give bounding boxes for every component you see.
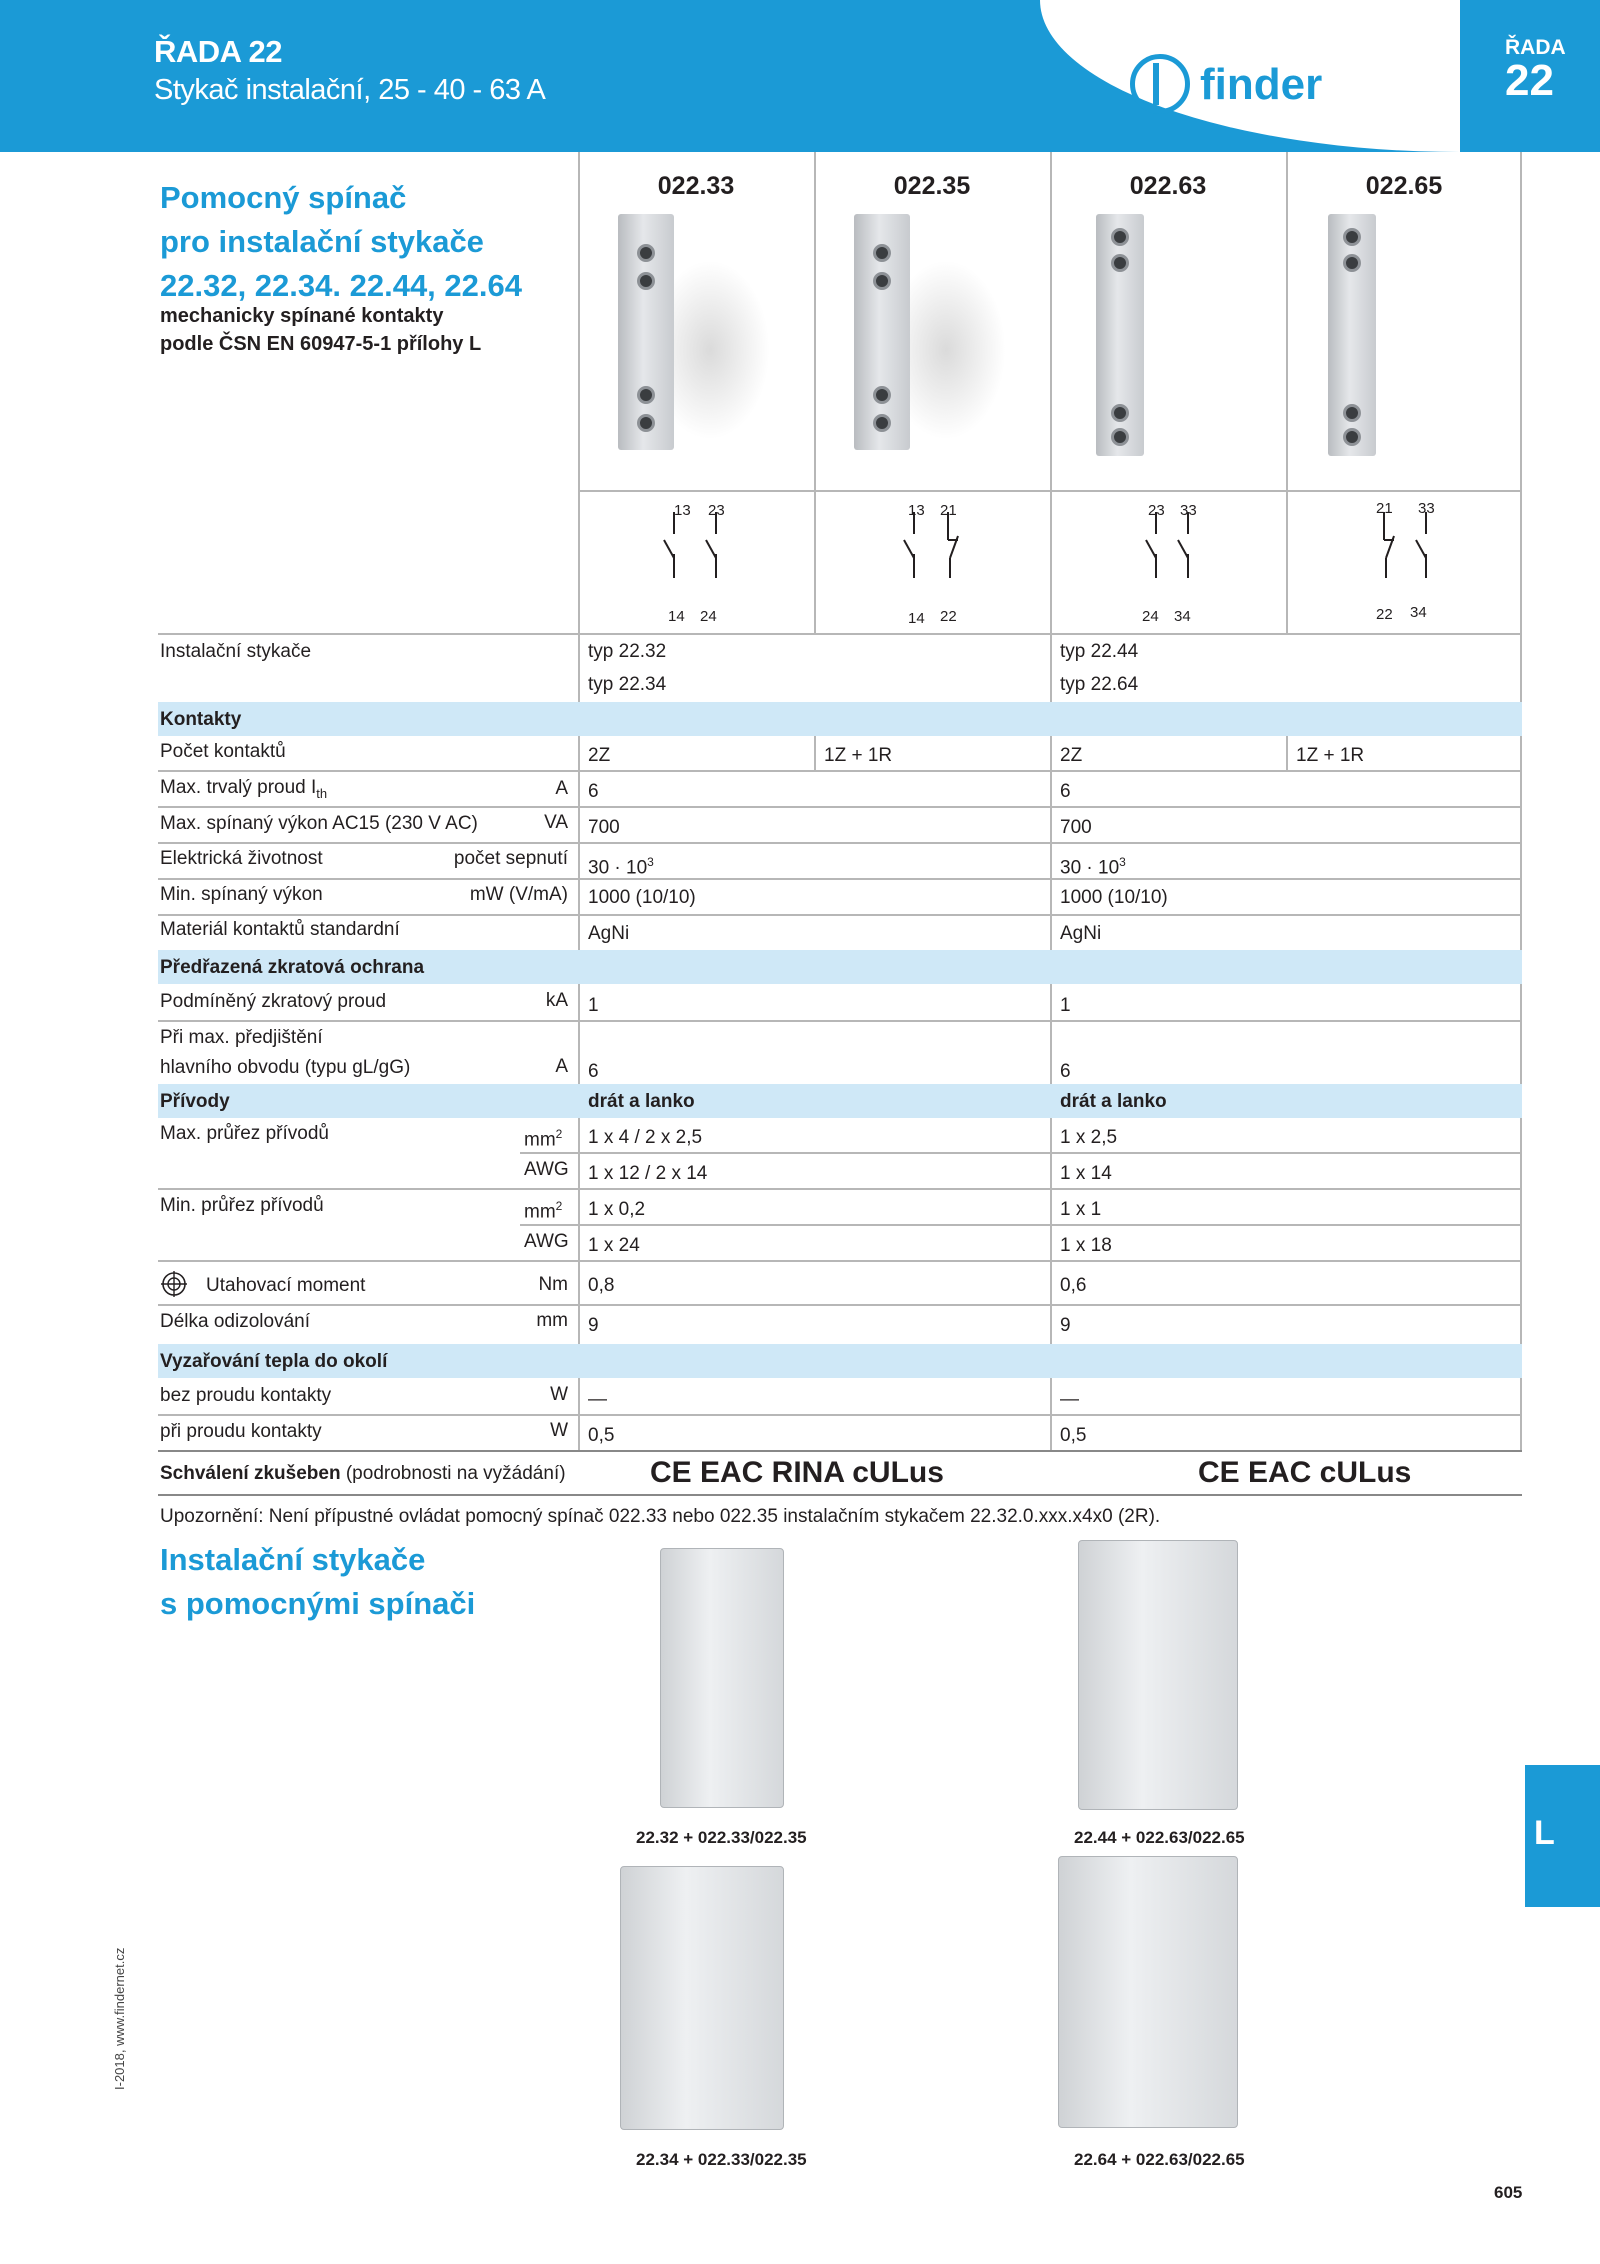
- max-cs-mm-value: 1 x 2,5: [1060, 1127, 1118, 1148]
- row-divider: [158, 914, 1522, 916]
- page-subtitle: Stykač instalační, 25 - 40 - 63 A: [154, 74, 546, 106]
- finder-logo-icon: [1130, 54, 1190, 114]
- row-divider: [520, 1224, 1522, 1226]
- row-divider: [158, 1260, 1522, 1262]
- screw-icon: [873, 244, 891, 262]
- fuse-value: 6: [588, 1061, 599, 1082]
- heat-yes-label: při proudu kontakty: [160, 1421, 322, 1442]
- terminal-number: 21: [1376, 500, 1393, 517]
- screw-icon: [873, 386, 891, 404]
- ac15-label: Max. spínaný výkon AC15 (230 V AC): [160, 813, 478, 834]
- count-value: 2Z: [588, 745, 611, 766]
- count-value: 1Z + 1R: [824, 745, 893, 766]
- max-cs-awg-value: 1 x 14: [1060, 1163, 1112, 1184]
- ac15-unit: VA: [544, 812, 568, 833]
- terminal-number: 14: [668, 608, 685, 625]
- terminal-number: 22: [940, 608, 957, 625]
- section-desc-line1: mechanicky spínané kontakty: [160, 305, 444, 327]
- side-tab-label: L: [1534, 1814, 1555, 1852]
- terminal-number: 34: [1174, 608, 1191, 625]
- heat-unit: W: [550, 1384, 568, 1405]
- row-divider: [158, 1304, 1522, 1306]
- leads-value: drát a lanko: [1060, 1091, 1167, 1112]
- product-photo-22-64: [1058, 1856, 1238, 2128]
- photo-caption: 22.44 + 022.63/022.65: [1074, 1828, 1245, 1847]
- section-label-protection: Předřazená zkratová ochrana: [160, 957, 425, 978]
- ac15-value: 700: [1060, 817, 1092, 838]
- min-cs-label: Min. průřez přívodů: [160, 1195, 324, 1216]
- column-divider: [1520, 152, 1522, 1452]
- life-exponent: 3: [647, 855, 654, 869]
- terminal-number: 14: [908, 610, 925, 627]
- row-divider: [158, 1020, 1522, 1022]
- terminal-number: 23: [708, 502, 725, 519]
- photo-caption: 22.34 + 022.33/022.35: [636, 2150, 807, 2169]
- screwdriver-icon: [160, 1270, 188, 1298]
- terminal-number: 13: [908, 502, 925, 519]
- screw-icon: [1343, 428, 1361, 446]
- install-label: Instalační stykače: [160, 641, 312, 662]
- strip-value: 9: [1060, 1315, 1071, 1336]
- short-circuit-label: Podmíněný zkratový proud: [160, 991, 387, 1012]
- terminal-number: 21: [940, 502, 957, 519]
- heat-no-value: —: [1060, 1389, 1079, 1410]
- row-divider: [158, 1414, 1522, 1416]
- section-band: [158, 1084, 1522, 1118]
- column-divider: [1286, 736, 1288, 770]
- life-value: 30 · 10: [588, 857, 648, 879]
- column-divider: [1050, 152, 1052, 1452]
- heat-no-label: bez proudu kontakty: [160, 1385, 332, 1406]
- ith-value: 6: [588, 781, 599, 802]
- heat-yes-value: 0,5: [1060, 1425, 1087, 1446]
- short-circuit-value: 1: [1060, 995, 1071, 1016]
- terminal-number: 23: [1148, 502, 1165, 519]
- install-value: typ 22.32: [588, 641, 667, 662]
- mm2-unit: mm: [524, 1129, 556, 1151]
- product-photo-22-44: [1078, 1540, 1238, 1810]
- warning-note: Upozornění: Není přípustné ovládat pomocný spínač 022.33 nebo 022.35 instalačním stykačem 22.32.0.xxx.x4x0 (2R).: [160, 1506, 1161, 1527]
- screw-icon: [873, 272, 891, 290]
- ith-unit: A: [555, 778, 568, 799]
- ith-label: Max. trvalý proud I: [160, 777, 317, 798]
- mm2-unit: mm: [524, 1201, 556, 1223]
- awg-unit: AWG: [524, 1231, 569, 1252]
- mm2-exponent: 2: [555, 1199, 563, 1213]
- fuse-label: hlavního obvodu (typu gL/gG): [160, 1057, 411, 1078]
- life-value: 30 · 10: [1060, 857, 1120, 879]
- product-photo-22-32: [660, 1548, 784, 1808]
- product-code: 022.35: [893, 172, 971, 200]
- count-value: 2Z: [1060, 745, 1083, 766]
- max-cs-awg-value: 1 x 12 / 2 x 14: [588, 1163, 708, 1184]
- torque-value: 0,6: [1060, 1275, 1087, 1296]
- screw-icon: [1343, 404, 1361, 422]
- screw-icon: [637, 272, 655, 290]
- ac15-value: 700: [588, 817, 620, 838]
- heat-yes-value: 0,5: [588, 1425, 615, 1446]
- fuse-value: 6: [1060, 1061, 1071, 1082]
- approvals-note: (podrobnosti na vyžádání): [340, 1463, 566, 1484]
- heat-no-value: —: [588, 1389, 607, 1410]
- section2-title-line1: Instalační stykače: [160, 1542, 426, 1577]
- max-cs-label: Max. průřez přívodů: [160, 1123, 329, 1144]
- awg-unit: AWG: [524, 1159, 569, 1180]
- section-desc-line2: podle ČSN EN 60947-5-1 přílohy L: [160, 333, 482, 355]
- life-unit: počet sepnutí: [453, 848, 568, 869]
- series-number: 22: [1505, 56, 1554, 105]
- min-power-label: Min. spínaný výkon: [160, 884, 323, 905]
- min-power-value: 1000 (10/10): [588, 887, 696, 908]
- section-title-line2: pro instalační stykače: [160, 224, 484, 259]
- footer-edition: I-2018, www.findernet.cz: [112, 1947, 127, 2090]
- material-label: Materiál kontaktů standardní: [160, 919, 400, 940]
- strip-label: Délka odizolování: [160, 1311, 310, 1332]
- count-value: 1Z + 1R: [1296, 745, 1365, 766]
- screw-icon: [637, 244, 655, 262]
- screw-icon: [1111, 254, 1129, 272]
- product-image-022-33: [618, 214, 674, 450]
- screw-icon: [1111, 228, 1129, 246]
- row-divider: [158, 770, 1522, 772]
- torque-value: 0,8: [588, 1275, 615, 1296]
- screw-icon: [637, 386, 655, 404]
- leads-value: drát a lanko: [588, 1091, 695, 1112]
- row-divider: [158, 1450, 1522, 1452]
- ith-value: 6: [1060, 781, 1071, 802]
- min-power-value: 1000 (10/10): [1060, 887, 1168, 908]
- screw-icon: [1343, 254, 1361, 272]
- photo-caption: 22.64 + 022.63/022.65: [1074, 2150, 1245, 2169]
- torque-unit: Nm: [538, 1274, 568, 1295]
- product-photo-22-34: [620, 1866, 784, 2130]
- min-cs-awg-value: 1 x 24: [588, 1235, 640, 1256]
- page-number: 605: [1494, 2183, 1523, 2202]
- ith-subscript: th: [316, 785, 328, 801]
- min-cs-mm-value: 1 x 0,2: [588, 1199, 646, 1220]
- column-divider: [814, 736, 816, 770]
- product-image-022-35: [854, 214, 910, 450]
- product-image-022-65: [1328, 214, 1376, 456]
- photo-caption: 22.32 + 022.33/022.35: [636, 1828, 807, 1847]
- row-divider: [158, 878, 1522, 880]
- approvals-label: Schválení zkušeben: [160, 1463, 341, 1484]
- heat-unit: W: [550, 1420, 568, 1441]
- screw-icon: [1111, 428, 1129, 446]
- install-value: typ 22.44: [1060, 641, 1139, 662]
- terminal-number: 33: [1418, 500, 1435, 517]
- strip-value: 9: [588, 1315, 599, 1336]
- product-image-022-63: [1096, 214, 1144, 456]
- screw-icon: [637, 414, 655, 432]
- section-band: [158, 702, 1522, 736]
- mm2-exponent: 2: [555, 1127, 563, 1141]
- certification-marks: CE EAC RINA cULus: [650, 1456, 944, 1489]
- terminal-number: 24: [1142, 608, 1159, 625]
- screw-icon: [1343, 228, 1361, 246]
- terminal-number: 13: [674, 502, 691, 519]
- terminal-number: 24: [700, 608, 717, 625]
- section-title-line3: 22.32, 22.34. 22.44, 22.64: [160, 268, 522, 303]
- page-title: ŘADA 22: [154, 34, 282, 69]
- finder-logo-text: finder: [1200, 60, 1323, 109]
- install-value: typ 22.64: [1060, 674, 1139, 695]
- section2-title-line2: s pomocnými spínači: [160, 1586, 476, 1621]
- row-divider: [158, 633, 1522, 635]
- material-value: AgNi: [588, 923, 630, 944]
- section-label-heat: Vyzařování tepla do okolí: [160, 1351, 388, 1372]
- product-code: 022.65: [1365, 172, 1443, 200]
- life-exponent: 3: [1119, 855, 1126, 869]
- row-divider: [520, 1152, 1522, 1154]
- series-label: ŘADA: [1505, 36, 1566, 59]
- row-divider: [158, 842, 1522, 844]
- min-power-unit: mW (V/mA): [469, 884, 568, 905]
- terminal-number: 33: [1180, 502, 1197, 519]
- max-cs-mm-value: 1 x 4 / 2 x 2,5: [588, 1127, 703, 1148]
- terminal-number: 34: [1410, 604, 1427, 621]
- section-title-line1: Pomocný spínač: [160, 180, 407, 215]
- material-value: AgNi: [1060, 923, 1102, 944]
- certification-marks: CE EAC cULus: [1198, 1456, 1412, 1489]
- row-divider: [158, 1494, 1522, 1496]
- short-circuit-value: 1: [588, 995, 599, 1016]
- row-divider: [158, 806, 1522, 808]
- screw-icon: [873, 414, 891, 432]
- min-cs-awg-value: 1 x 18: [1060, 1235, 1112, 1256]
- section-label-leads: Přívody: [160, 1091, 230, 1112]
- life-label: Elektrická životnost: [160, 848, 323, 869]
- row-divider: [158, 1188, 1522, 1190]
- strip-unit: mm: [536, 1310, 568, 1331]
- install-value: typ 22.34: [588, 674, 667, 695]
- count-label: Počet kontaktů: [160, 741, 286, 762]
- column-divider: [578, 152, 580, 1452]
- terminal-number: 22: [1376, 606, 1393, 623]
- fuse-label: Při max. předjištění: [160, 1027, 323, 1048]
- product-code: 022.33: [657, 172, 735, 200]
- fuse-unit: A: [555, 1056, 568, 1077]
- product-code: 022.63: [1129, 172, 1207, 200]
- min-cs-mm-value: 1 x 1: [1060, 1199, 1102, 1220]
- torque-label: Utahovací moment: [206, 1275, 366, 1296]
- screw-icon: [1111, 404, 1129, 422]
- short-circuit-unit: kA: [545, 990, 568, 1011]
- section-label-contacts: Kontakty: [160, 709, 242, 730]
